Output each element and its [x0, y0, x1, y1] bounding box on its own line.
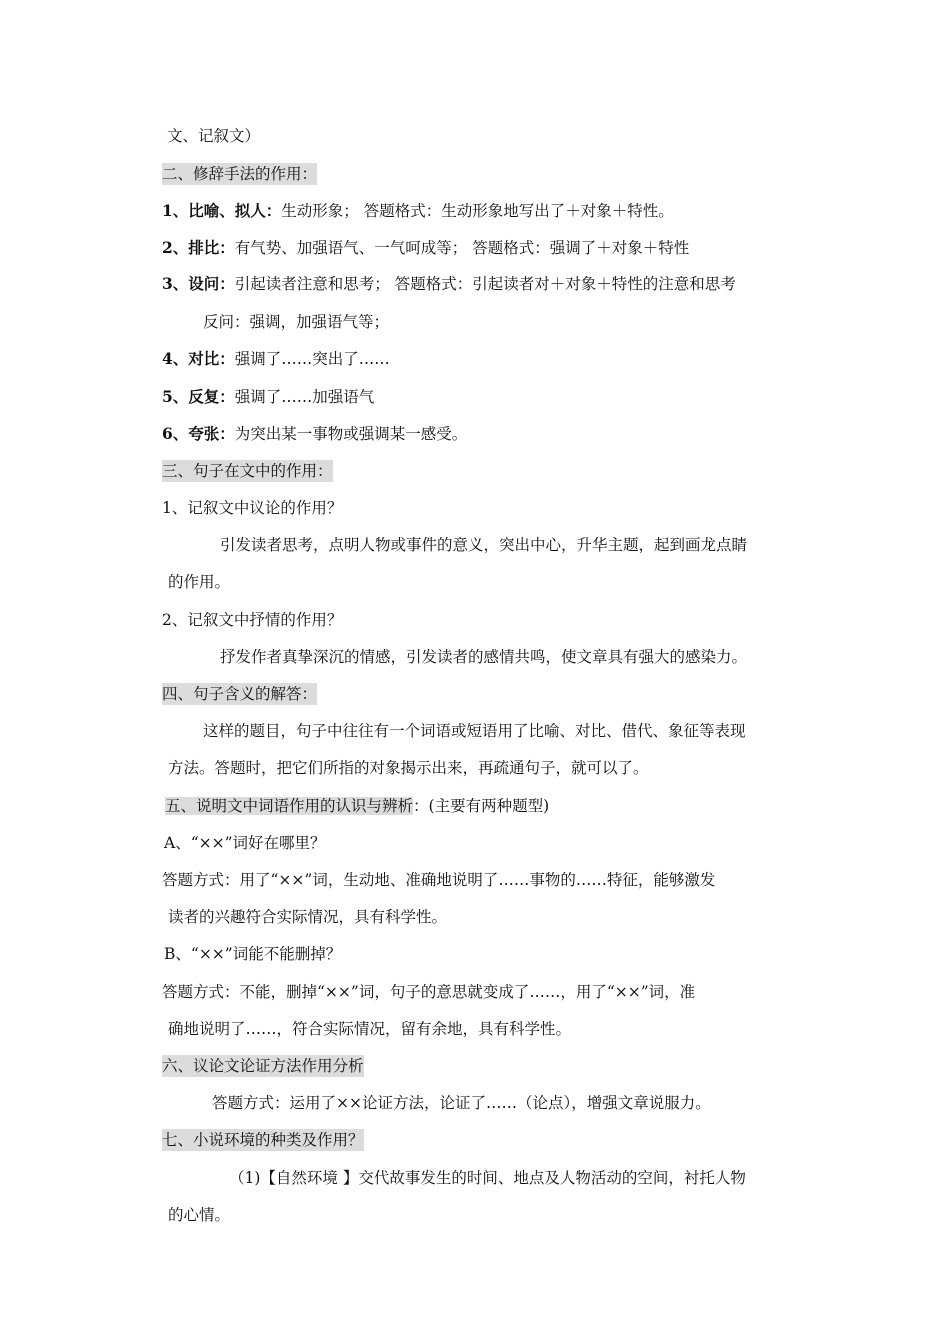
text-line: A、“××”词好在哪里？ [164, 834, 326, 852]
text-line [162, 237, 689, 259]
term-label: 6、夸张： [162, 424, 235, 443]
text-line [162, 386, 374, 408]
text-line: 引发读者思考，点明人物或事件的意义，突出中心，升华主题，起到画龙点睛 [220, 536, 748, 554]
term-body: 为突出某一事物或强调某一感受。 [234, 425, 468, 443]
term-body: 有气势、加强语气、一气呵成等； 答题格式：强调了＋对象＋特性 [234, 239, 690, 257]
text-line: B、“××”词能不能删掉？ [164, 945, 342, 963]
term-body: 强调了……加强语气 [234, 388, 375, 406]
term-label: 2、排比： [162, 238, 235, 257]
term-label: 3、设问： [162, 274, 235, 293]
text-line: 读者的兴趣符合实际情况，具有科学性。 [168, 908, 448, 926]
text-line [162, 200, 674, 222]
section-heading: 三、句子在文中的作用： [162, 462, 333, 480]
section-heading: 五、说明文中词语作用的认识与辨析 [165, 797, 414, 815]
section-heading: 二、修辞手法的作用： [162, 165, 318, 183]
text-line: 的作用。 [168, 573, 231, 591]
text-line: 答题方式：运用了××论证方法，论证了……（论点），增强文章说服力。 [212, 1094, 711, 1112]
text-line: 抒发作者真挚深沉的情感，引发读者的感情共鸣，使文章具有强大的感染力。 [220, 648, 748, 666]
section-heading: 六、议论文论证方法作用分析 [162, 1057, 364, 1075]
term-body: 生动形象； 答题格式：生动形象地写出了＋对象＋特性。 [281, 202, 674, 220]
text-line: 方法。答题时，把它们所指的对象揭示出来，再疏通句子，就可以了。 [168, 759, 649, 777]
text-line: 答题方式：用了“××”词，生动地、准确地说明了……事物的……特征，能够激发 [162, 871, 716, 889]
term-label: 4、对比： [162, 349, 235, 368]
text-line [162, 348, 390, 370]
text-line: 反问：强调，加强语气等； [203, 313, 390, 331]
text-line [162, 273, 736, 295]
text-line: 1、记叙文中议论的作用？ [162, 499, 343, 517]
section-heading: 四、句子含义的解答： [162, 685, 318, 703]
term-body: 强调了……突出了…… [234, 350, 390, 368]
text-line [162, 423, 467, 445]
text-line: （1)【自然环境 】交代故事发生的时间、地点及人物活动的空间，衬托人物 [229, 1169, 746, 1187]
text-line: 答题方式：不能，删掉“××”词，句子的意思就变成了……，用了“××”词，准 [162, 983, 696, 1001]
text-line [165, 795, 549, 817]
text-line: 这样的题目，句子中往往有一个词语或短语用了比喻、对比、借代、象征等表现 [203, 722, 746, 740]
term-body: 引起读者注意和思考； 答题格式：引起读者对＋对象＋特性的注意和思考 [234, 275, 736, 293]
text-line: 文、记叙文） [167, 127, 261, 145]
heading-note: ：(主要有两种题型) [413, 797, 550, 815]
text-line: 2、记叙文中抒情的作用？ [162, 611, 343, 629]
term-label: 5、反复： [162, 387, 235, 406]
section-heading: 七、小说环境的种类及作用？ [162, 1131, 364, 1149]
term-label: 1、比喻、拟人： [162, 201, 282, 220]
text-line: 确地说明了……，符合实际情况，留有余地，具有科学性。 [168, 1020, 572, 1038]
text-line: 的心情。 [168, 1206, 231, 1224]
